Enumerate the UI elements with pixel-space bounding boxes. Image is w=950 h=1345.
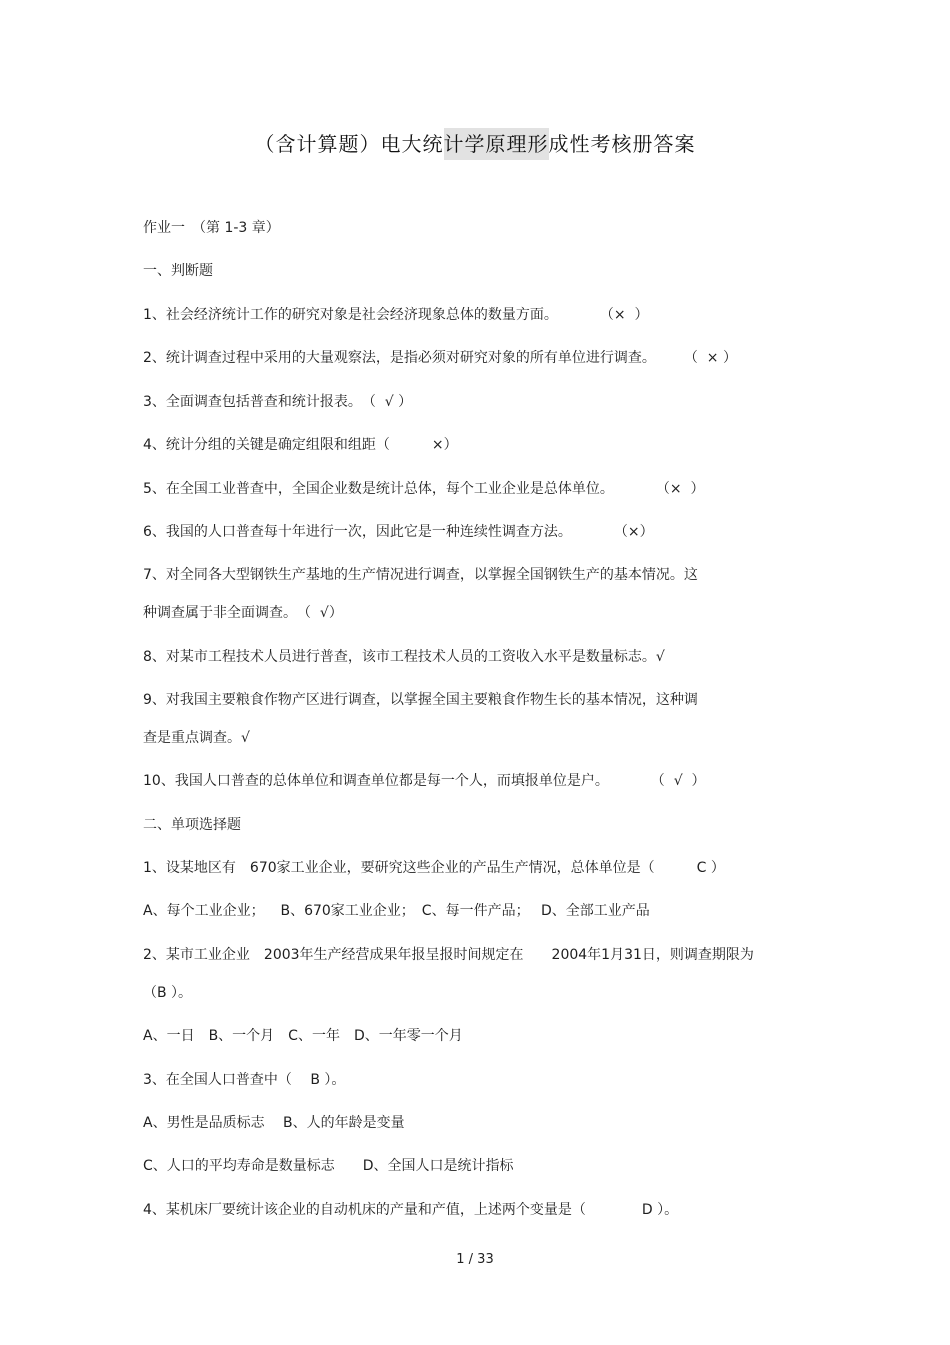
- section-heading-true-false: 一、判断题: [143, 263, 213, 279]
- answer-options: A、一日 B、一个月 C、一年 D、一年零一个月: [143, 1028, 463, 1044]
- question-line: 6、我国的人口普查每十年进行一次，因此它是一种连续性调查方法。 （×）: [143, 524, 654, 540]
- question-line-continuation: 种调查属于非全面调查。 （ √）: [143, 605, 343, 621]
- question-line: 9、对我国主要粮食作物产区进行调查，以掌握全国主要粮食作物生长的基本情况，这种调: [143, 692, 698, 708]
- page-number: 1 / 33: [456, 1252, 494, 1267]
- title-prefix: （含计算题）电大统: [254, 132, 444, 156]
- question-line: 8、对某市工程技术人员进行普查，该市工程技术人员的工资收入水平是数量标志。√: [143, 649, 665, 665]
- section-heading-single-choice: 二、单项选择题: [143, 817, 241, 833]
- question-line: 3、在全国人口普查中（ B ）。: [143, 1072, 346, 1088]
- answer-options: A、男性是品质标志 B、人的年龄是变量: [143, 1115, 405, 1131]
- question-line-continuation: （B ）。: [143, 985, 193, 1001]
- answer-options: C、人口的平均寿命是数量标志 D、全国人口是统计指标: [143, 1158, 514, 1174]
- question-line: 2、某市工业企业 2003年生产经营成果年报呈报时间规定在 2004年1月31日，则调查期限为: [143, 947, 754, 963]
- title-highlight: 计学原理形: [444, 128, 549, 160]
- answer-options: A、每个工业企业； B、670家工业企业； C、每一件产品； D、全部工业产品: [143, 903, 650, 919]
- question-line: 5、在全国工业普查中，全国企业数是统计总体，每个工业企业是总体单位。 （× ）: [143, 481, 705, 497]
- section-heading-assignment: 作业一 （第 1-3 章）: [143, 220, 280, 236]
- question-line: 4、统计分组的关键是确定组限和组距（ ×）: [143, 437, 458, 453]
- question-line: 1、社会经济统计工作的研究对象是社会经济现象总体的数量方面。 （× ）: [143, 307, 649, 323]
- document-title: [0, 128, 950, 157]
- question-line: 2、统计调查过程中采用的大量观察法，是指必须对研究对象的所有单位进行调查。 （ × ）: [143, 350, 737, 366]
- question-line: 4、某机床厂要统计该企业的自动机床的产量和产值，上述两个变量是（ D ）。: [143, 1202, 679, 1218]
- question-line: 10、我国人口普查的总体单位和调查单位都是每一个人，而填报单位是户。 （ √ ）: [143, 773, 706, 789]
- question-line: 7、对全同各大型钢铁生产基地的生产情况进行调查，以掌握全国钢铁生产的基本情况。这: [143, 567, 698, 583]
- title-suffix: 成性考核册答案: [548, 132, 696, 156]
- question-line: 3、全面调查包括普查和统计报表。 （ √ ）: [143, 394, 413, 410]
- question-line: 1、设某地区有 670家工业企业，要研究这些企业的产品生产情况，总体单位是（ C ）: [143, 860, 725, 876]
- question-line-continuation: 查是重点调查。√: [143, 730, 250, 746]
